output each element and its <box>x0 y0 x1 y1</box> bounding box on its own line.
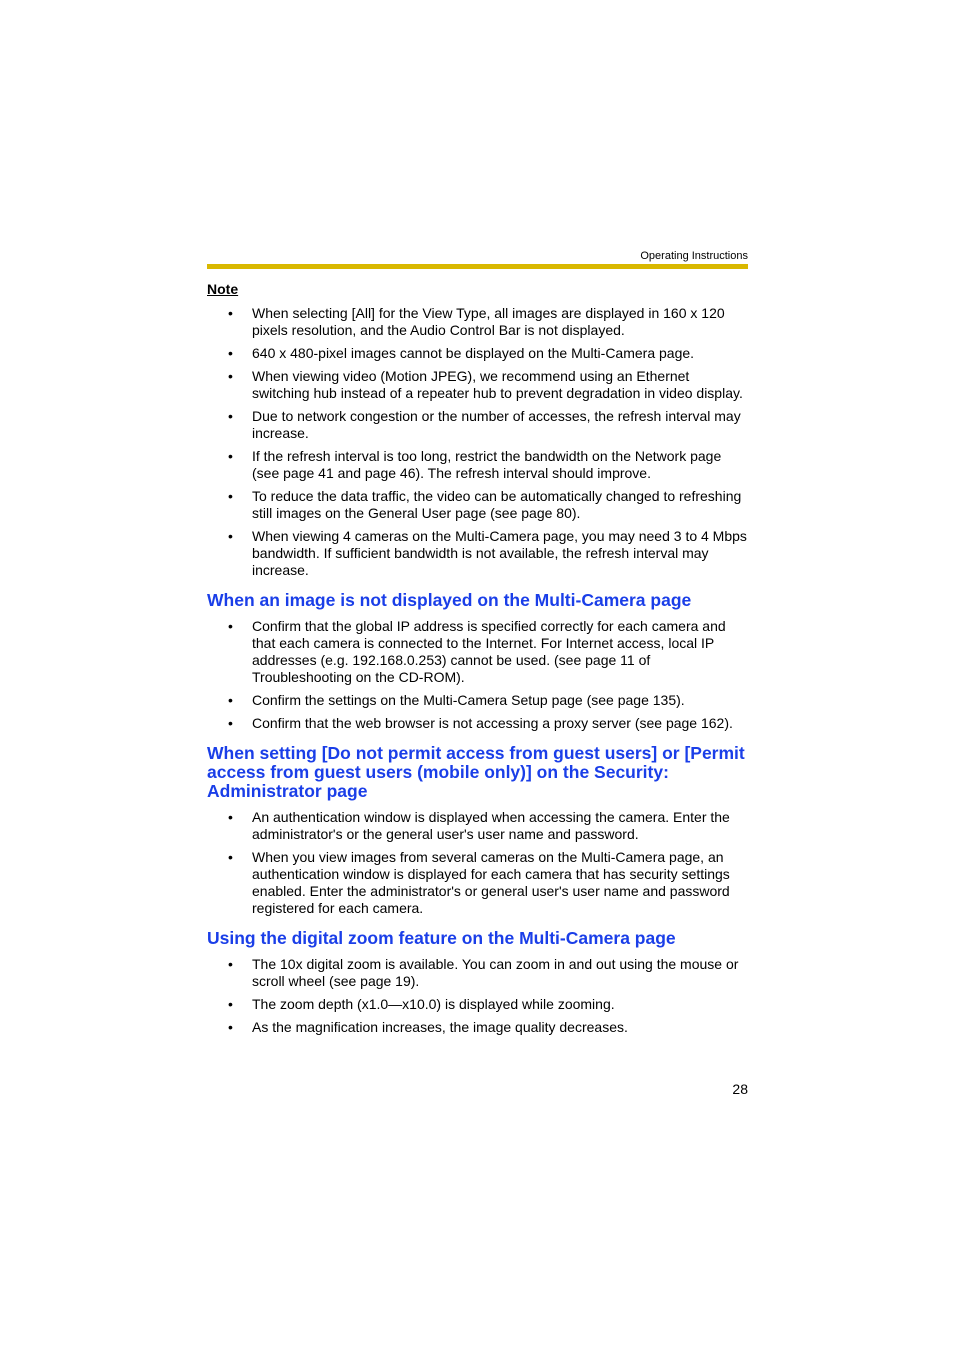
note-item-text: If the refresh interval is too long, restrict the bandwidth on the Network page (see page 41 and page 46). The refresh interval should improve. <box>252 448 722 481</box>
note-item-text: 640 x 480-pixel images cannot be displayed on the Multi-Camera page. <box>252 345 695 361</box>
list-item-text: When you view images from several cameras on the Multi-Camera page, an authentication window is displayed for each camera that has security settings enabled. Enter the administrator's or general user's user name and password registered for each camera. <box>252 849 730 916</box>
section-heading-image-not-displayed: When an image is not displayed on the Multi-Camera page <box>207 590 692 610</box>
list-item-text: Confirm that the global IP address is specified correctly for each camera and that each camera is connected to the Internet. For Internet access, local IP addresses (e.g. 192.168.0.253) cannot be used. (see page 11 of Troubleshooting on the CD-ROM). <box>252 618 726 685</box>
section-list-image-not-displayed <box>207 618 748 732</box>
list-item-text: Confirm the settings on the Multi-Camera Setup page (see page 135). <box>252 692 685 708</box>
bullet-icon: • <box>228 1019 233 1035</box>
bullet-icon: • <box>228 996 233 1012</box>
note-item <box>207 528 748 579</box>
bullet-icon: • <box>228 408 233 424</box>
page-content <box>207 281 748 1042</box>
list-item <box>207 618 748 686</box>
bullet-icon: • <box>228 345 233 361</box>
bullet-icon: • <box>228 305 233 321</box>
bullet-icon: • <box>228 849 233 865</box>
note-item-text: When selecting [All] for the View Type, all images are displayed in 160 x 120 pixels resolution, and the Audio Control Bar is not displayed. <box>252 305 725 338</box>
bullet-icon: • <box>228 368 233 384</box>
note-item-text: To reduce the data traffic, the video can be automatically changed to refreshing still images on the General User page (see page 80). <box>252 488 742 521</box>
note-list <box>207 305 748 579</box>
bullet-icon: • <box>228 692 233 708</box>
bullet-icon: • <box>228 448 233 464</box>
note-item-text: Due to network congestion or the number of accesses, the refresh interval may increase. <box>252 408 741 441</box>
bullet-icon: • <box>228 528 233 544</box>
running-header: Operating Instructions <box>640 250 748 262</box>
header-rule <box>207 264 748 269</box>
note-item <box>207 368 748 402</box>
list-item <box>207 692 748 709</box>
note-item <box>207 408 748 442</box>
note-item <box>207 305 748 339</box>
note-item-text: When viewing 4 cameras on the Multi-Camera page, you may need 3 to 4 Mbps bandwidth. If sufficient bandwidth is not available, the refresh interval may increase. <box>252 528 747 578</box>
document-page <box>207 0 748 1351</box>
list-item-text: The 10x digital zoom is available. You can zoom in and out using the mouse or scroll wheel (see page 19). <box>252 956 739 989</box>
list-item <box>207 715 748 732</box>
page-number: 28 <box>732 1081 748 1097</box>
list-item-text: The zoom depth (x1.0—x10.0) is displayed while zooming. <box>252 996 615 1012</box>
list-item-text: An authentication window is displayed when accessing the camera. Enter the administrator's or the general user's user name and password. <box>252 809 730 842</box>
list-item <box>207 996 748 1013</box>
bullet-icon: • <box>228 956 233 972</box>
note-item <box>207 488 748 522</box>
bullet-icon: • <box>228 488 233 504</box>
bullet-icon: • <box>228 715 233 731</box>
list-item <box>207 956 748 990</box>
list-item-text: Confirm that the web browser is not accessing a proxy server (see page 162). <box>252 715 733 731</box>
section-list-digital-zoom <box>207 956 748 1036</box>
bullet-icon: • <box>228 809 233 825</box>
note-title: Note <box>207 281 239 297</box>
note-item <box>207 448 748 482</box>
list-item-text: As the magnification increases, the image quality decreases. <box>252 1019 628 1035</box>
section-heading-digital-zoom: Using the digital zoom feature on the Multi-Camera page <box>207 928 676 948</box>
section-list-guest-access <box>207 809 748 917</box>
list-item <box>207 1019 748 1036</box>
section-heading-guest-access: When setting [Do not permit access from guest users] or [Permit access from guest users (mobile only)] on the Security: Administrator page <box>207 743 745 801</box>
bullet-icon: • <box>228 618 233 634</box>
note-item-text: When viewing video (Motion JPEG), we recommend using an Ethernet switching hub instead of a repeater hub to prevent degradation in video display. <box>252 368 743 401</box>
list-item <box>207 809 748 843</box>
note-item <box>207 345 748 362</box>
list-item <box>207 849 748 917</box>
